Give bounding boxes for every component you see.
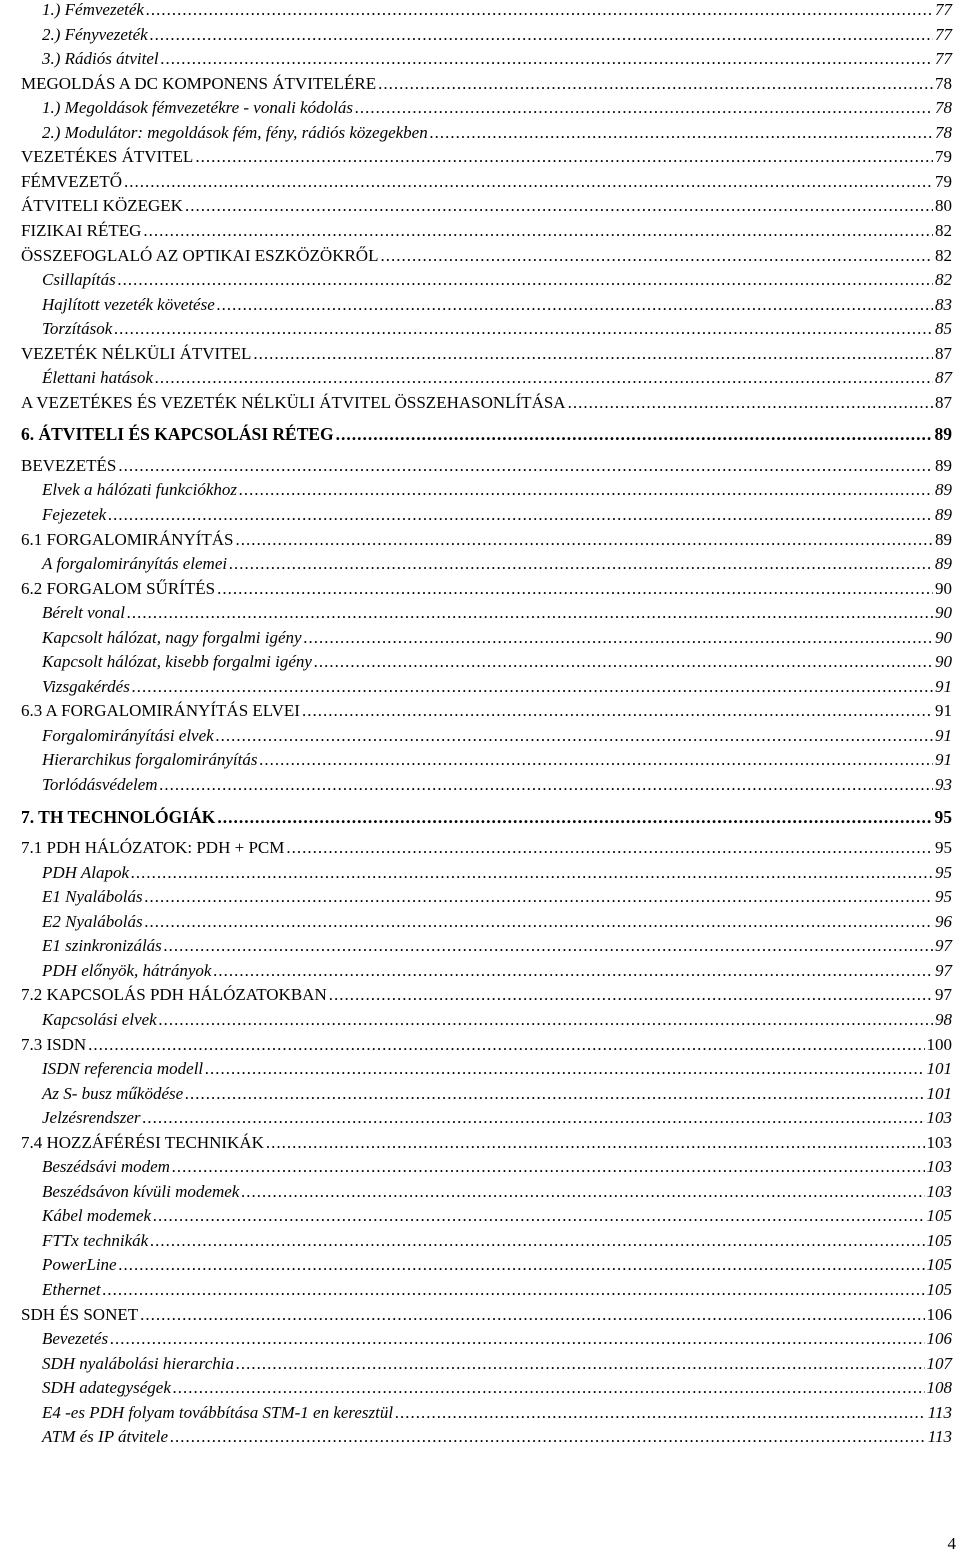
dot-leader <box>329 985 933 1005</box>
toc-entry-page: 82 <box>935 246 952 265</box>
toc-entry-page: 113 <box>927 1427 952 1446</box>
toc-entry-page: 91 <box>935 726 952 745</box>
toc-entry[interactable] <box>42 750 952 770</box>
toc-entry[interactable] <box>21 196 952 216</box>
toc-entry-title: E1 Nyalábolás <box>42 887 143 906</box>
toc-entry-page: 77 <box>935 49 952 68</box>
toc-entry-title: 6.2 FORGALOM SŰRÍTÉS <box>21 579 216 598</box>
toc-entry[interactable] <box>42 1231 952 1251</box>
toc-entry[interactable] <box>42 1084 952 1104</box>
toc-entry-page: 101 <box>926 1084 952 1103</box>
toc-entry[interactable] <box>42 887 952 907</box>
toc-entry-page: 89 <box>935 456 952 475</box>
toc-entry-title: Fejezetek <box>42 505 107 524</box>
toc-entry-page: 95 <box>935 838 952 857</box>
toc-entry-title: Kábel modemek <box>42 1206 152 1225</box>
dot-leader <box>229 554 933 574</box>
toc-entry[interactable] <box>21 1305 952 1325</box>
dot-leader <box>568 393 933 413</box>
toc-entry-title: Hierarchikus forgalomirányítás <box>42 750 258 769</box>
toc-entry-title: BEVEZETÉS <box>21 456 117 475</box>
toc-entry[interactable] <box>21 221 952 241</box>
toc-entry-title: ATM és IP átvitele <box>42 1427 169 1446</box>
toc-entry-page: 97 <box>935 961 952 980</box>
toc-entry[interactable] <box>42 1378 952 1398</box>
dot-leader <box>216 726 933 746</box>
toc-entry-page: 103 <box>926 1157 952 1176</box>
dot-leader <box>253 344 933 364</box>
toc-entry-title: PowerLine <box>42 1255 117 1274</box>
toc-entry-page: 103 <box>926 1133 952 1152</box>
toc-entry-page: 103 <box>926 1108 952 1127</box>
toc-entry[interactable] <box>42 1255 952 1275</box>
toc-entry[interactable] <box>42 554 952 574</box>
toc-entry-title: VEZETÉKES ÁTVITEL <box>21 147 194 166</box>
toc-entry-title: Kapcsolt hálózat, nagy forgalmi igény <box>42 628 302 647</box>
dot-leader <box>314 652 933 672</box>
dot-leader <box>150 25 933 45</box>
toc-entry-title: FIZIKAI RÉTEG <box>21 221 142 240</box>
toc-entry[interactable] <box>42 726 952 746</box>
dot-leader <box>170 1427 926 1447</box>
toc-entry[interactable] <box>42 677 952 697</box>
dot-leader <box>378 74 933 94</box>
toc-entry-page: 77 <box>935 25 952 44</box>
toc-entry-page: 89 <box>935 554 952 573</box>
dot-leader <box>217 295 933 315</box>
toc-entry-title: Élettani hatások <box>42 368 153 387</box>
toc-entry[interactable] <box>21 393 952 413</box>
toc-entry[interactable] <box>42 368 952 388</box>
toc-entry[interactable] <box>42 775 952 795</box>
toc-entry[interactable] <box>42 1010 952 1030</box>
toc-entry[interactable] <box>21 807 952 827</box>
toc-entry-page: 87 <box>935 393 952 412</box>
toc-entry-page: 85 <box>935 319 952 338</box>
toc-entry[interactable] <box>21 530 952 550</box>
toc-entry[interactable] <box>42 505 952 525</box>
toc-entry-page: 105 <box>926 1231 952 1250</box>
toc-entry[interactable] <box>42 1354 952 1374</box>
dot-leader <box>88 1035 924 1055</box>
toc-entry-title: Hajlított vezeték követése <box>42 295 215 314</box>
dot-leader <box>118 456 933 476</box>
dot-leader <box>108 505 933 525</box>
dot-leader <box>236 530 933 550</box>
toc-entry[interactable] <box>21 147 952 167</box>
toc-entry-page: 105 <box>926 1206 952 1225</box>
toc-entry[interactable] <box>42 295 952 315</box>
toc-entry-title: 2.) Modulátor: megoldások fém, fény, rádiós közegekben <box>42 123 428 142</box>
toc-entry-title: PDH előnyök, hátrányok <box>42 961 212 980</box>
dot-leader <box>395 1403 926 1423</box>
toc-entry-page: 79 <box>935 147 952 166</box>
toc-entry[interactable] <box>21 701 952 721</box>
dot-leader <box>145 887 933 907</box>
dot-leader <box>160 775 933 795</box>
dot-leader <box>127 603 933 623</box>
toc-entry-page: 78 <box>935 123 952 142</box>
toc-entry-page: 78 <box>935 74 952 93</box>
dot-leader <box>239 480 933 500</box>
toc-entry[interactable] <box>21 246 952 266</box>
toc-entry-page: 106 <box>926 1305 952 1324</box>
toc-entry-title: Torzítások <box>42 319 113 338</box>
dot-leader <box>304 628 933 648</box>
toc-entry[interactable] <box>42 480 952 500</box>
toc-entry-title: 7.2 KAPCSOLÁS PDH HÁLÓZATOKBAN <box>21 985 327 1004</box>
dot-leader <box>124 172 933 192</box>
toc-entry-page: 90 <box>935 628 952 647</box>
toc-entry-page: 89 <box>935 505 952 524</box>
toc-entry-page: 78 <box>935 98 952 117</box>
toc-entry-page: 95 <box>935 863 952 882</box>
toc-entry-title: ÁTVITELI KÖZEGEK <box>21 196 183 215</box>
toc-entry-title: SDH ÉS SONET <box>21 1305 139 1324</box>
toc-entry-page: 95 <box>934 807 952 827</box>
toc-entry[interactable] <box>21 838 952 858</box>
toc-entry-page: 90 <box>935 652 952 671</box>
toc-entry-page: 89 <box>935 480 952 499</box>
dot-leader <box>143 1108 925 1128</box>
toc-entry-page: 87 <box>935 344 952 363</box>
dot-leader <box>131 863 933 883</box>
toc-entry-title: SDH adategységek <box>42 1378 171 1397</box>
toc-entry[interactable] <box>42 1329 952 1349</box>
toc-entry-title: E1 szinkronizálás <box>42 936 162 955</box>
toc-entry-page: 101 <box>926 1059 952 1078</box>
dot-leader <box>150 1231 924 1251</box>
dot-leader <box>195 147 933 167</box>
toc-entry-title: VEZETÉK NÉLKÜLI ÁTVITEL <box>21 344 252 363</box>
toc-entry-page: 93 <box>935 775 952 794</box>
dot-leader <box>217 579 933 599</box>
toc-entry[interactable] <box>42 1206 952 1226</box>
toc-entry-page: 79 <box>935 172 952 191</box>
dot-leader <box>380 246 933 266</box>
toc-entry-page: 97 <box>935 936 952 955</box>
dot-leader <box>119 1255 925 1275</box>
toc-entry[interactable] <box>21 344 952 364</box>
toc-entry[interactable] <box>42 1403 952 1423</box>
dot-leader <box>355 98 933 118</box>
toc-entry[interactable] <box>42 1280 952 1300</box>
dot-leader <box>286 838 933 858</box>
toc-entry[interactable] <box>21 456 952 476</box>
dot-leader <box>146 0 933 20</box>
toc-entry-title: Elvek a hálózati funkciókhoz <box>42 480 237 499</box>
dot-leader <box>114 319 933 339</box>
toc-entry-page: 89 <box>935 530 952 549</box>
toc-entry-page: 113 <box>927 1403 952 1422</box>
toc-entry[interactable] <box>42 936 952 956</box>
toc-entry-page: 106 <box>926 1329 952 1348</box>
toc-entry-title: Ethernet <box>42 1280 101 1299</box>
toc-entry[interactable] <box>42 123 952 143</box>
toc-entry-title: 7. TH TECHNOLÓGIÁK <box>21 807 216 827</box>
toc-entry-title: Bevezetés <box>42 1329 109 1348</box>
toc-entry-title: 3.) Rádiós átvitel <box>42 49 159 68</box>
dot-leader <box>336 424 933 444</box>
toc-entry[interactable] <box>42 912 952 932</box>
toc-entry[interactable] <box>42 319 952 339</box>
dot-leader <box>155 368 933 388</box>
toc-entry-title: ÖSSZEFOGLALÓ AZ OPTIKAI ESZKÖZÖKRŐL <box>21 246 379 265</box>
toc-entry-title: E2 Nyalábolás <box>42 912 143 931</box>
toc-entry[interactable] <box>21 1035 952 1055</box>
toc-entry-page: 103 <box>926 1182 952 1201</box>
toc-entry-title: Csillapítás <box>42 270 116 289</box>
toc-entry[interactable] <box>42 961 952 981</box>
toc-entry-title: Kapcsolt hálózat, kisebb forgalmi igény <box>42 652 312 671</box>
dot-leader <box>143 221 933 241</box>
toc-entry[interactable] <box>42 0 952 20</box>
toc-entry-title: Torlódásvédelem <box>42 775 158 794</box>
toc-entry-title: FTTx technikák <box>42 1231 149 1250</box>
dot-leader <box>205 1059 924 1079</box>
dot-leader <box>145 912 933 932</box>
dot-leader <box>266 1133 925 1153</box>
toc-entry-title: 1.) Fémvezeték <box>42 0 144 19</box>
toc-entry[interactable] <box>42 270 952 290</box>
toc-entry[interactable] <box>42 1157 952 1177</box>
toc-entry[interactable] <box>42 25 952 45</box>
toc-entry-page: 96 <box>935 912 952 931</box>
dot-leader <box>302 701 933 721</box>
toc-entry-title: 6.1 FORGALOMIRÁNYÍTÁS <box>21 530 234 549</box>
toc-entry-title: E4 -es PDH folyam továbbítása STM-1 en keresztül <box>42 1403 394 1422</box>
toc-entry-title: Bérelt vonal <box>42 603 125 622</box>
toc-entry-title: PDH Alapok <box>42 863 130 882</box>
toc-entry[interactable] <box>21 172 952 192</box>
toc-entry-title: Forgalomirányítási elvek <box>42 726 214 745</box>
dot-leader <box>103 1280 925 1300</box>
toc-entry-page: 91 <box>935 750 952 769</box>
toc-entry-title: SDH nyalábolási hierarchia <box>42 1354 235 1373</box>
toc-entry-page: 97 <box>935 985 952 1004</box>
toc-entry-title: Beszédsávi modem <box>42 1157 170 1176</box>
toc-entry[interactable] <box>21 579 952 599</box>
dot-leader <box>164 936 933 956</box>
toc-entry-page: 108 <box>926 1378 952 1397</box>
dot-leader <box>110 1329 924 1349</box>
toc-entry[interactable] <box>42 1182 952 1202</box>
toc-entry-page: 105 <box>926 1255 952 1274</box>
toc-entry[interactable] <box>21 985 952 1005</box>
toc-entry-page: 82 <box>935 221 952 240</box>
dot-leader <box>241 1182 924 1202</box>
toc-entry-page: 107 <box>926 1354 952 1373</box>
dot-leader <box>185 196 933 216</box>
dot-leader <box>118 270 933 290</box>
toc-entry-title: 6.3 A FORGALOMIRÁNYÍTÁS ELVEI <box>21 701 300 720</box>
toc-entry-page: 100 <box>926 1035 952 1054</box>
toc-entry-page: 90 <box>935 579 952 598</box>
toc-entry-title: 6. ÁTVITELI ÉS KAPCSOLÁSI RÉTEG <box>21 424 334 444</box>
toc-entry-title: ISDN referencia modell <box>42 1059 204 1078</box>
toc-entry-title: Az S- busz működése <box>42 1084 184 1103</box>
toc-entry-page: 83 <box>935 295 952 314</box>
toc-entry-title: 7.3 ISDN <box>21 1035 87 1054</box>
toc-entry-page: 91 <box>935 701 952 720</box>
toc-entry-page: 77 <box>935 0 952 19</box>
dot-leader <box>153 1206 924 1226</box>
dot-leader <box>172 1157 925 1177</box>
toc-entry[interactable] <box>21 424 952 444</box>
toc-entry-page: 82 <box>935 270 952 289</box>
toc-entry[interactable] <box>42 1427 952 1447</box>
toc-entry-title: Kapcsolási elvek <box>42 1010 157 1029</box>
toc-entry[interactable] <box>42 1059 952 1079</box>
toc-entry-title: Beszédsávon kívüli modemek <box>42 1182 240 1201</box>
toc-entry-page: 90 <box>935 603 952 622</box>
toc-entry-title: A forgalomirányítás elemei <box>42 554 228 573</box>
dot-leader <box>185 1084 924 1104</box>
toc-entry[interactable] <box>21 74 952 94</box>
dot-leader <box>173 1378 925 1398</box>
toc-entry-title: A VEZETÉKES ÉS VEZETÉK NÉLKÜLI ÁTVITEL ÖSSZEHASONLÍTÁSA <box>21 393 566 412</box>
toc-entry-title: MEGOLDÁS A DC KOMPONENS ÁTVITELÉRE <box>21 74 377 93</box>
dot-leader <box>217 807 932 827</box>
dot-leader <box>132 677 933 697</box>
dot-leader <box>159 1010 933 1030</box>
toc-entry-page: 105 <box>926 1280 952 1299</box>
dot-leader <box>161 49 933 69</box>
dot-leader <box>259 750 933 770</box>
toc-entry-page: 91 <box>935 677 952 696</box>
toc-entry[interactable] <box>42 628 952 648</box>
toc-entry-page: 98 <box>935 1010 952 1029</box>
toc-entry-title: FÉMVEZETŐ <box>21 172 123 191</box>
toc-entry[interactable] <box>42 98 952 118</box>
toc-entry[interactable] <box>42 49 952 69</box>
toc-entry-title: 2.) Fényvezeték <box>42 25 148 44</box>
toc-entry[interactable] <box>21 1133 952 1153</box>
toc-entry[interactable] <box>42 652 952 672</box>
dot-leader <box>236 1354 924 1374</box>
toc-entry[interactable] <box>42 603 952 623</box>
toc-entry-page: 95 <box>935 887 952 906</box>
toc-entry[interactable] <box>42 1108 952 1128</box>
toc-entry-page: 80 <box>935 196 952 215</box>
toc-entry-title: 7.1 PDH HÁLÓZATOK: PDH + PCM <box>21 838 285 857</box>
dot-leader <box>140 1305 924 1325</box>
toc-entry[interactable] <box>42 863 952 883</box>
dot-leader <box>213 961 933 981</box>
dot-leader <box>430 123 933 143</box>
toc-entry-title: 1.) Megoldások fémvezetékre - vonali kódolás <box>42 98 353 117</box>
toc-entry-page: 87 <box>935 368 952 387</box>
toc-entry-title: Jelzésrendszer <box>42 1108 141 1127</box>
page-number: 4 <box>947 1534 956 1553</box>
toc-entry-title: Vizsgakérdés <box>42 677 130 696</box>
toc-entry-page: 89 <box>934 424 952 444</box>
toc-entry-title: 7.4 HOZZÁFÉRÉSI TECHNIKÁK <box>21 1133 264 1152</box>
